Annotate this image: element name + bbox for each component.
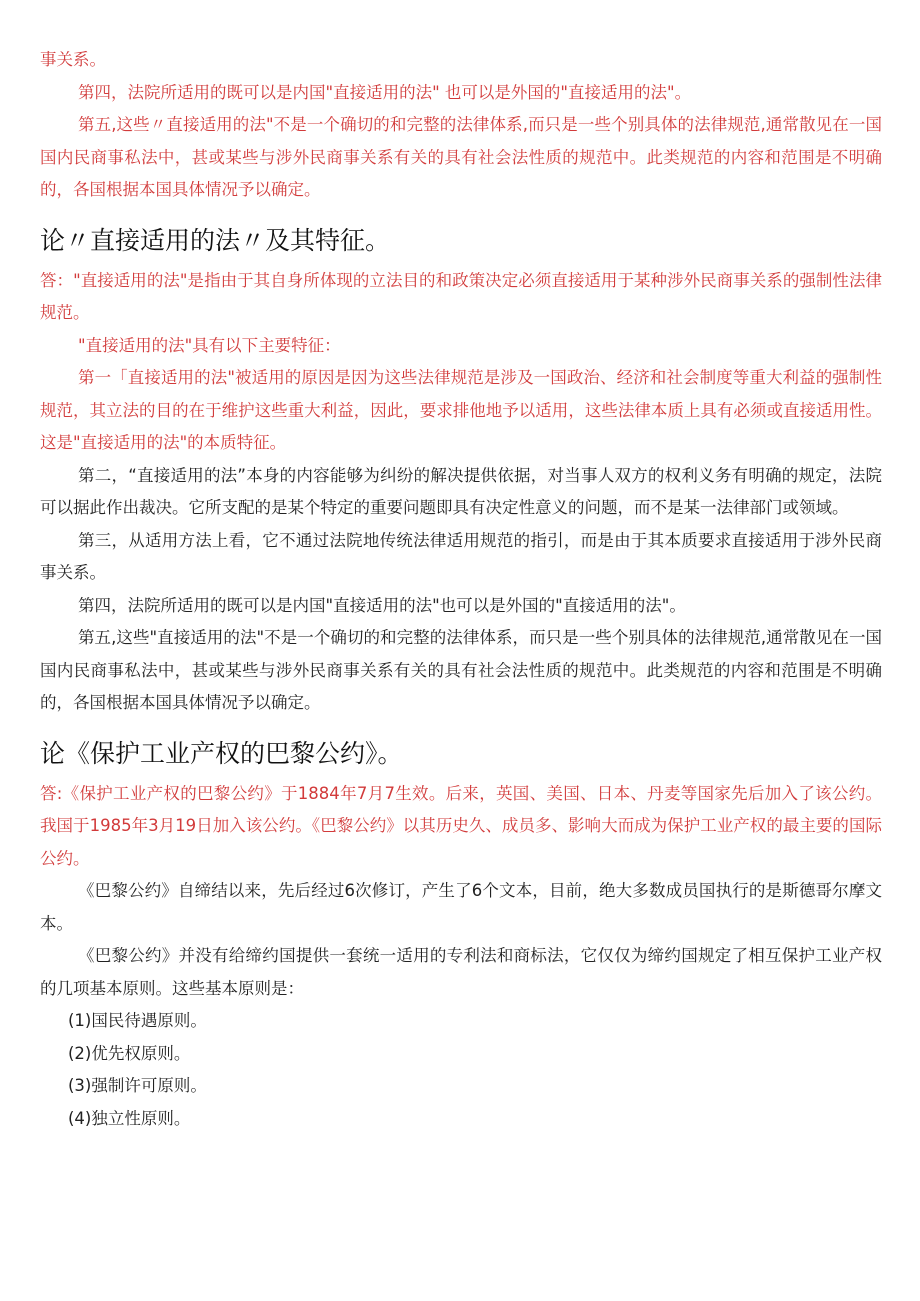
principle-list-item: (2)优先权原则。: [68, 1043, 191, 1063]
section-heading-paris-convention: 论《保护工业产权的巴黎公约》。: [40, 738, 403, 768]
feature-three: 第三，从适用方法上看，它不通过法院地传统法律适用规范的指引，而是由于其本质要求直接适用于涉外民商事关系。: [40, 530, 882, 582]
principle-list-item: (4)独立性原则。: [68, 1108, 191, 1128]
answer-paris-convention: 答:《保护工业产权的巴黎公约》于1884年7月7生效。后来，英国、美国、日本、丹麦等国家先后加入了该公约。我国于1985年3月19日加入该公约。《巴黎公约》以其历史久、成员多、影响大而成为保护工业产权的最主要的国际公约。: [40, 783, 882, 868]
section-heading-direct-application: 论〃直接适用的法〃及其特征。: [40, 225, 391, 255]
answer-definition: 答："直接适用的法"是指由于其自身所体现的立法目的和政策决定必须直接适用于某种涉外民商事关系的强制性法律规范。: [40, 270, 882, 322]
feature-five: 第五,这些"直接适用的法"不是一个确切的和完整的法律体系，而只是一些个别具体的法律规范,通常散见在一国国内民商事私法中，甚或某些与涉外民商事关系有关的具有社会法性质的规范中。此类规范的内容和范围是不明确的，各国根据本国具体情况予以确定。: [40, 628, 882, 712]
feature-four: 第四，法院所适用的既可以是内国"直接适用的法"也可以是外国的"直接适用的法"。: [78, 595, 686, 615]
feature-one: 第一「直接适用的法"被适用的原因是因为这些法律规范是涉及一国政治、经济和社会制度等重大利益的强制性规范，其立法的目的在于维护这些重大利益，因此，要求排他地予以适用，这些法律本质上具有必须或直接适用性。这是"直接适用的法"的本质特征。: [40, 368, 882, 452]
principle-list-item: (1)国民待遇原则。: [68, 1011, 207, 1030]
document-page: [40, 44, 882, 1135]
principle-list-item: (3)强制许可原则。: [68, 1076, 207, 1095]
paragraph-point-four: 第四，法院所适用的既可以是内国"直接适用的法" 也可以是外国的"直接适用的法"。: [78, 82, 692, 102]
paragraph-basic-principles: 《巴黎公约》并没有给缔约国提供一套统一适用的专利法和商标法，它仅仅为缔约国规定了相互保护工业产权的几项基本原则。这些基本原则是：: [40, 946, 882, 998]
paragraph-point-five: 第五,这些〃直接适用的法"不是一个确切的和完整的法律体系,而只是一些个别具体的法律规范,通常散见在一国国内民商事私法中，甚或某些与涉外民商事关系有关的具有社会法性质的规范中。此类规范的内容和范围是不明确的，各国根据本国具体情况予以确定。: [40, 115, 882, 199]
paragraph-revisions: 《巴黎公约》自缔结以来，先后经过6次修订，产生了6个文本，目前，绝大多数成员国执行的是斯德哥尔摩文本。: [40, 881, 882, 933]
paragraph-fragment: 事关系。: [40, 50, 106, 69]
feature-two: 第二，“直接适用的法”本身的内容能够为纠纷的解决提供依据，对当事人双方的权利义务有明确的规定，法院可以据此作出裁决。它所支配的是某个特定的重要问题即具有决定性意义的问题，而不是某一法律部门或领域。: [40, 465, 882, 517]
features-intro: "直接适用的法"具有以下主要特征：: [78, 335, 341, 355]
